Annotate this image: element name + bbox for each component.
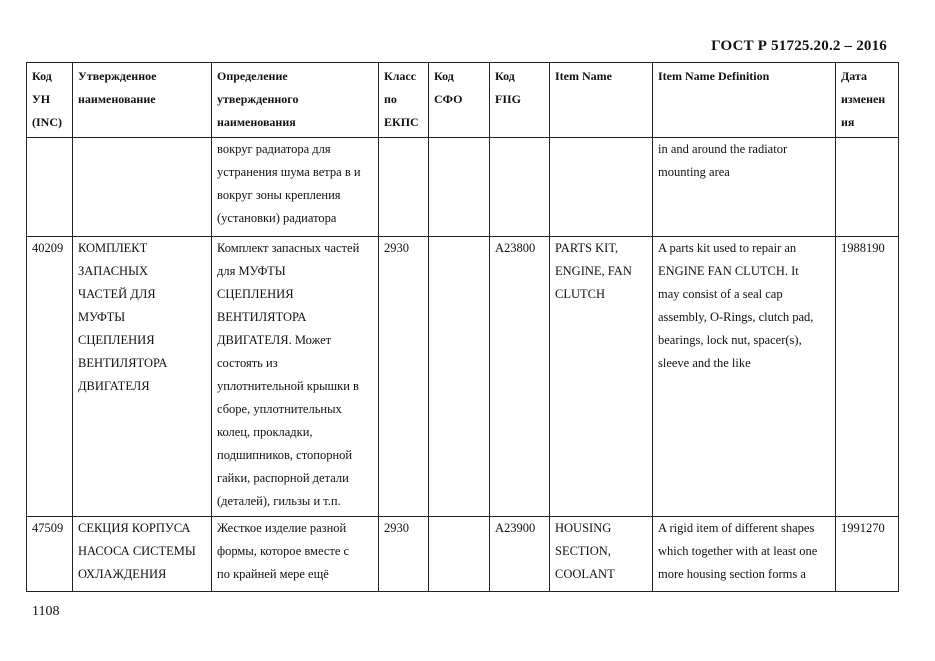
cell-definition-en: in and around the radiator mounting area [653,138,836,237]
col-header-inc: Код УН (INC) [27,63,73,138]
cell-change-date: 1991270 [836,517,899,592]
table-row [27,517,899,592]
col-header-change-date: Дата изменен ия [836,63,899,138]
cell-approved-name: КОМПЛЕКТ ЗАПАСНЫХ ЧАСТЕЙ ДЛЯ МУФТЫ СЦЕПЛЕНИЯ ВЕНТИЛЯТОРА ДВИГАТЕЛЯ [73,237,212,517]
cell-fiig-code: A23800 [490,237,550,517]
cell-approved-name: СЕКЦИЯ КОРПУСА НАСОСА СИСТЕМЫ ОХЛАЖДЕНИЯ [73,517,212,592]
cell-definition-en: A rigid item of different shapes which together with at least one more housing section forms a [653,517,836,592]
cell-definition-en: A parts kit used to repair an ENGINE FAN CLUTCH. It may consist of a seal cap assembly, O-Rings, clutch pad, bearings, lock nut, spacer(s), sleeve and the like [653,237,836,517]
table-row-continued [27,138,899,237]
page-number: 1108 [32,604,60,619]
col-header-definition-ru: Определение утвержденного наименования [212,63,379,138]
col-header-sfo-code: Код СФО [429,63,490,138]
cell-item-name: PARTS KIT, ENGINE, FAN CLUTCH [550,237,653,517]
col-header-item-name: Item Name [550,63,653,138]
gost-table [26,62,899,592]
document-header: ГОСТ Р 51725.20.2 – 2016 [711,38,887,54]
cell-sfo-code [429,237,490,517]
cell-change-date: 1988190 [836,237,899,517]
cell-inc: 47509 [27,517,73,592]
table-header-row [27,63,899,138]
table-row [27,237,899,517]
cell-fiig-code: A23900 [490,517,550,592]
cell-ekps-class: 2930 [379,517,429,592]
cell-sfo-code [429,517,490,592]
col-header-approved-name: Утвержденное наименование [73,63,212,138]
cell-definition-ru: Комплект запасных частей для МУФТЫ СЦЕПЛЕНИЯ ВЕНТИЛЯТОРА ДВИГАТЕЛЯ. Может состоять из уплотнительной крышки в сборе, уплотнительных колец, прокладки, подшипников, стопорной гайки, распорной детали (деталей), гильзы и т.п. [212,237,379,517]
col-header-ekps-class: Класс по ЕКПС [379,63,429,138]
cell-definition-ru: Жесткое изделие разной формы, которое вместе с по крайней мере ещё [212,517,379,592]
cell-definition-ru: вокруг радиатора для устранения шума ветра в и вокруг зоны крепления (установки) радиатора [212,138,379,237]
col-header-item-name-definition: Item Name Definition [653,63,836,138]
cell-ekps-class: 2930 [379,237,429,517]
cell-inc: 40209 [27,237,73,517]
col-header-fiig-code: Код FIIG [490,63,550,138]
cell-item-name: HOUSING SECTION, COOLANT [550,517,653,592]
